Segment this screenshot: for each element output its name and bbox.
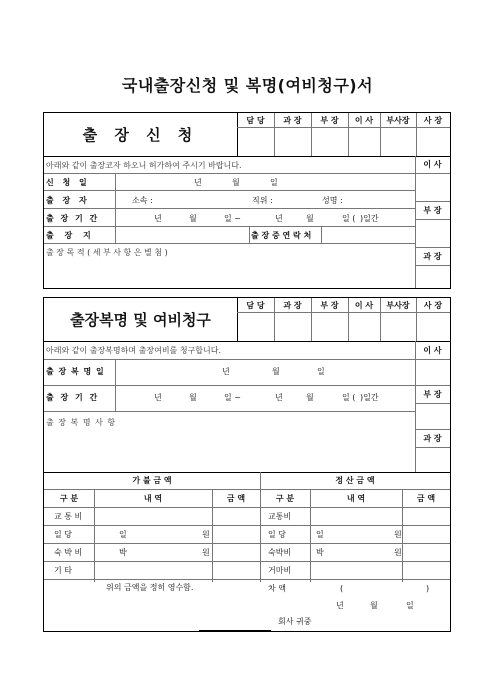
report-approval-gwajang: 과 장	[283, 300, 302, 310]
settle-row-label: 숙박비	[268, 548, 292, 557]
sign-month: 월	[370, 601, 378, 610]
period-start-month: 월	[189, 214, 197, 223]
applicant-year: 년	[194, 178, 202, 187]
request-heading: 출 장 신 청	[82, 126, 199, 144]
report-period-start-month: 월	[189, 393, 197, 402]
advance-col-detail: 내 역	[143, 493, 163, 503]
report-approval-busajang: 부사장	[386, 300, 410, 310]
travel-request-section	[43, 112, 451, 289]
report-notice: 아래와 같이 출장복명하며 출장여비를 청구합니다.	[46, 346, 222, 355]
approval-header-damdang: 담 당	[246, 115, 265, 125]
report-side-isa: 이 사	[423, 345, 442, 355]
report-period-label: 출 장 기 간	[46, 393, 100, 402]
approval-header-sajang: 사 장	[423, 115, 443, 125]
advance-row-unit: 원	[202, 548, 210, 557]
advance-col-category: 구 분	[59, 493, 79, 503]
approval-header-isa: 이 사	[354, 115, 374, 125]
settle-row-detail: 박	[316, 548, 324, 557]
side-label-bujang: 부 장	[423, 205, 442, 215]
advance-row-label: 교 통 비	[54, 512, 83, 521]
balance-label: 차 액	[268, 584, 286, 593]
request-notice: 아래와 같이 출장코자 하오니 허가하여 주시기 바랍니다.	[46, 161, 242, 170]
balance-paren-close: )	[426, 584, 430, 593]
advance-col-amount: 금 액	[226, 493, 246, 503]
advance-row-unit: 원	[202, 530, 210, 539]
settle-row-label: 교통비	[268, 512, 292, 521]
period-paren-open: )일간	[360, 214, 379, 223]
document-title: 국내출장신청 및 복명(여비청구)서	[121, 76, 374, 95]
advance-row-label: 기 타	[54, 566, 72, 575]
report-items-label: 출 장 복 명 사 항	[46, 418, 117, 427]
advance-row-detail: 일	[119, 530, 127, 539]
settle-row-label: 거마비	[268, 566, 292, 575]
traveler-position: 직위 :	[252, 196, 273, 205]
report-period-start-day: 일 ~	[224, 393, 241, 402]
period-label: 출 장 기 간	[46, 214, 100, 223]
period-end-day: 일 (	[342, 214, 356, 223]
advance-row-label: 숙 박 비	[54, 548, 83, 557]
applicant-month: 월	[232, 178, 240, 187]
settle-row-unit: 원	[394, 530, 402, 539]
period-start-day: 일 ~	[224, 214, 241, 223]
report-approval-bujang: 부 장	[320, 300, 339, 310]
travel-report-section	[43, 297, 451, 632]
settle-col-category: 구 분	[275, 493, 295, 503]
advance-header: 가 불 금 액	[132, 476, 172, 485]
advance-row-label: 일 당	[54, 530, 72, 539]
sign-year: 년	[336, 601, 344, 610]
approval-header-busajang: 부사장	[386, 115, 410, 125]
report-period-start-year: 년	[154, 393, 162, 402]
settle-header: 정 산 금 액	[335, 476, 375, 485]
period-start-year: 년	[154, 214, 162, 223]
report-approval-sajang: 사 장	[423, 300, 443, 310]
settle-row-unit: 원	[394, 548, 402, 557]
signature-line	[199, 630, 271, 631]
balance-paren-open: (	[340, 584, 344, 593]
report-period-paren-open: )일간	[360, 393, 379, 402]
report-heading: 출장복명 및 여비청구	[70, 311, 211, 329]
side-label-isa: 이 사	[423, 160, 442, 169]
side-label-gwajang: 과 장	[423, 251, 442, 261]
advance-row-detail: 박	[119, 548, 127, 557]
report-approval-isa: 이 사	[354, 300, 374, 310]
receipt-text: 위의 금액을 정히 영수함.	[106, 583, 194, 592]
report-date-label: 출 장 복 명 일	[46, 367, 105, 376]
applicant-date-label: 신 청 일	[46, 178, 90, 187]
settle-row-label: 일 당	[268, 530, 286, 539]
settle-col-amount: 금 액	[416, 493, 436, 503]
settle-row-detail: 일	[316, 530, 324, 539]
report-day: 일	[317, 367, 325, 376]
settle-col-detail: 내 역	[346, 493, 366, 503]
period-end-month: 월	[306, 214, 314, 223]
report-year: 년	[222, 367, 230, 376]
recipient: 회사 귀중	[278, 617, 312, 626]
purpose-label: 출 장 목 적 ( 세 부 사 항 은 별 첨 )	[46, 248, 168, 257]
period-end-year: 년	[275, 214, 283, 223]
approval-header-gwajang: 과 장	[283, 115, 302, 125]
report-side-gwajang: 과 장	[423, 433, 442, 443]
sign-day: 일	[406, 601, 414, 610]
traveler-label: 출 장 자	[46, 196, 90, 205]
applicant-day: 일	[270, 178, 278, 187]
report-period-end-year: 년	[275, 393, 283, 402]
traveler-dept: 소속 :	[132, 196, 153, 205]
report-period-end-day: 일 (	[342, 393, 356, 402]
report-period-end-month: 월	[306, 393, 314, 402]
approval-header-bujang: 부 장	[320, 115, 339, 125]
traveler-name: 성명 :	[322, 196, 343, 205]
report-approval-damdang: 담 당	[246, 300, 265, 310]
destination-label: 출 장 지	[46, 231, 95, 240]
contact-label: 출 장 중 연 락 처	[251, 231, 312, 240]
report-month: 월	[272, 367, 280, 376]
report-side-bujang: 부 장	[423, 389, 442, 399]
